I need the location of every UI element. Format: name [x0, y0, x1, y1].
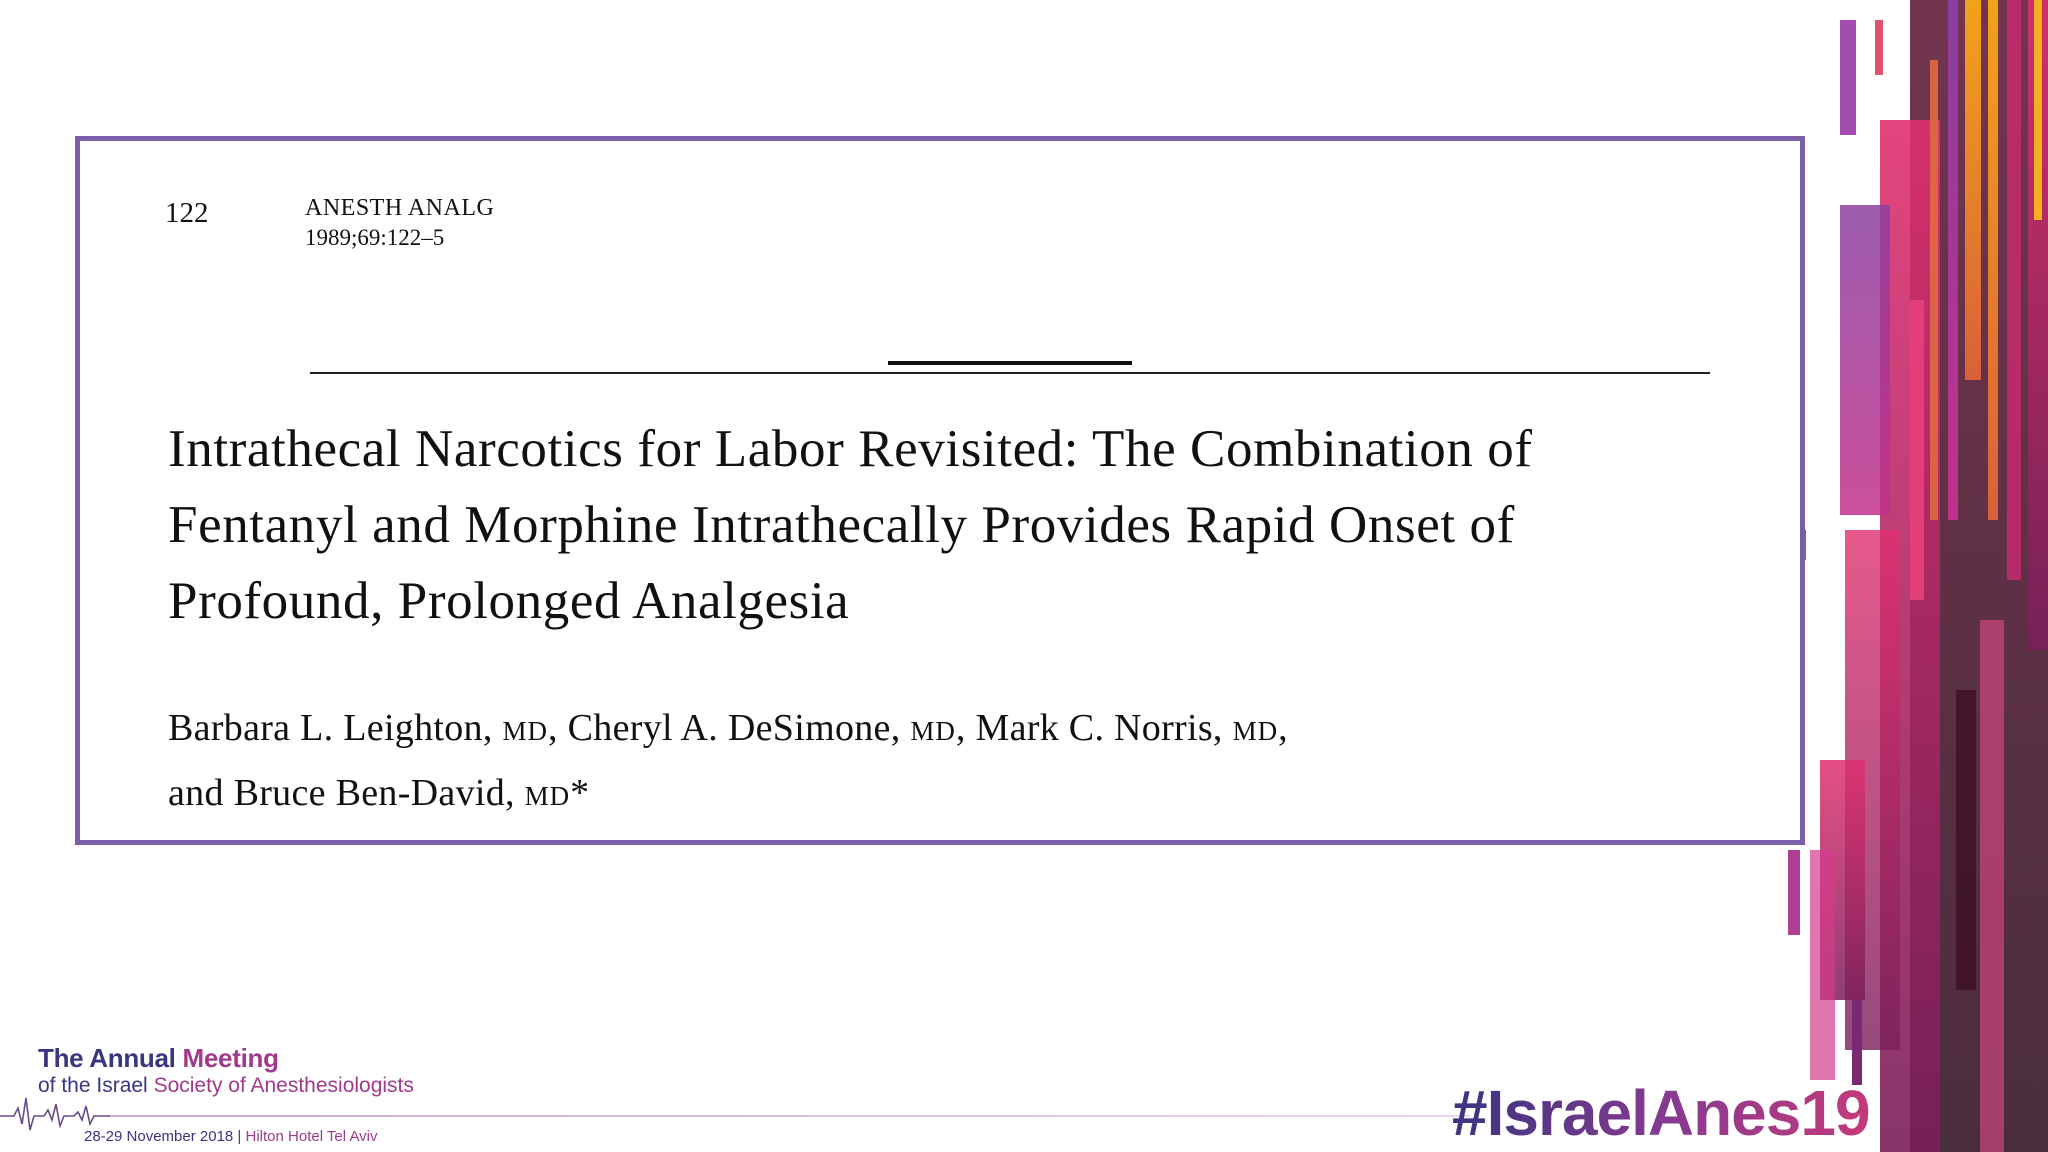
author-name: and Bruce Ben-David,: [168, 772, 515, 814]
decorative-bars: [1780, 0, 2048, 1152]
meeting-title-part2: Meeting: [182, 1043, 279, 1073]
author-name: Cheryl A. DeSimone,: [567, 707, 901, 749]
meeting-date-part1: 28-29 November 2018 |: [84, 1128, 242, 1145]
meeting-date: [84, 1128, 378, 1145]
author-name: Mark C. Norris,: [975, 707, 1223, 749]
author-name: Barbara L. Leighton,: [168, 707, 493, 749]
meeting-date-part2: Hilton Hotel Tel Aviv: [245, 1128, 378, 1145]
author-degree: MD: [1232, 716, 1279, 746]
page-number: 122: [165, 197, 209, 229]
footer-divider: [110, 1115, 1470, 1117]
author-degree: MD: [502, 716, 548, 746]
header-rule: [310, 372, 1710, 374]
meeting-title-part1: The Annual: [38, 1043, 176, 1073]
author-separator: *: [570, 772, 590, 814]
journal-citation: 1989;69:122–5: [305, 225, 445, 250]
meeting-title: [38, 1043, 279, 1074]
article-title: Intrathecal Narcotics for Labor Revisited: The Combination of Fentanyl and Morphine Intrathecally Provides Rapid Onset of Profound, Prolonged Analgesia: [168, 420, 1533, 630]
header-rule-accent: [888, 361, 1132, 365]
journal-name: ANESTH ANALG: [305, 195, 495, 221]
article-authors: [168, 697, 1668, 827]
meeting-sub-part2: Society of Anesthesiologists: [153, 1074, 414, 1097]
author-separator: ,: [955, 707, 966, 749]
meeting-sub-part1: of the Israel: [38, 1074, 148, 1097]
author-separator: ,: [1278, 707, 1288, 749]
author-separator: ,: [548, 707, 558, 749]
author-degree: MD: [910, 716, 956, 746]
author-degree: MD: [524, 781, 571, 811]
footer-branding: [0, 1040, 1900, 1152]
event-hashtag: #IsraelAnes19: [1452, 1077, 1870, 1149]
article-frame: [75, 136, 1805, 845]
